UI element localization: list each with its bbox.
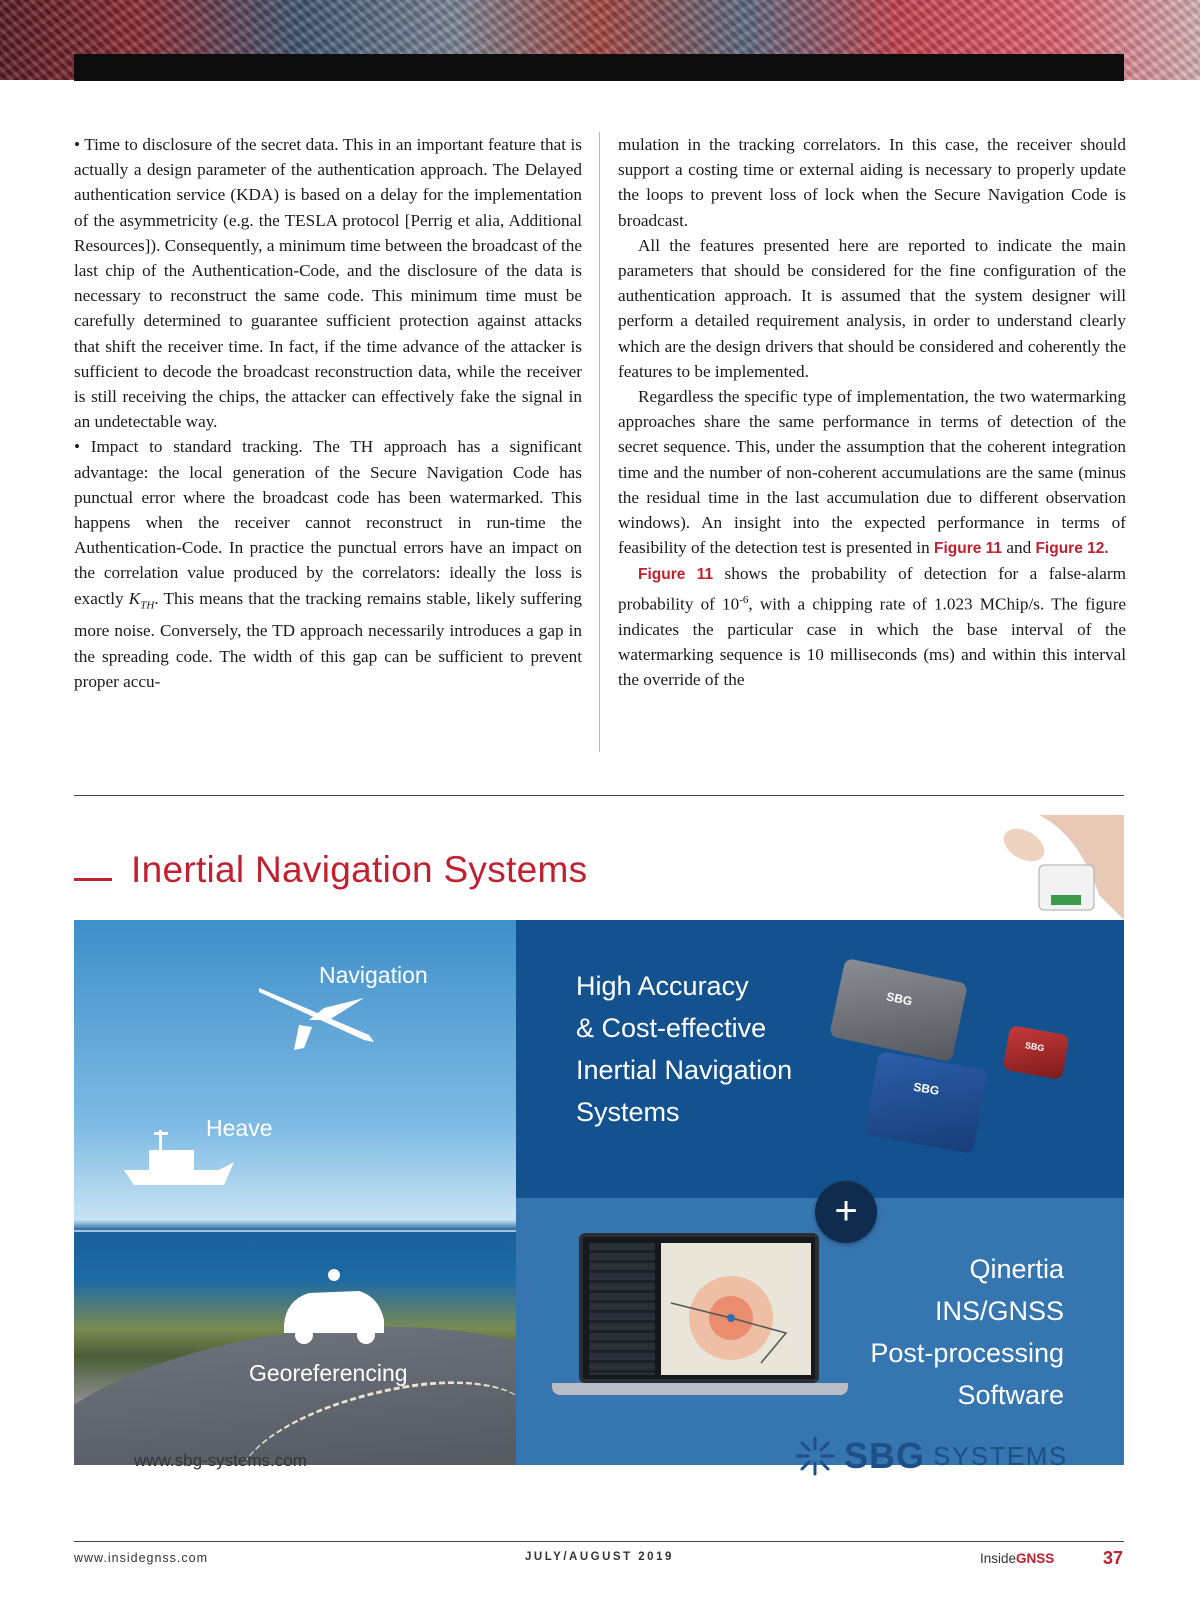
paragraph-figure-11: Figure 11 shows the probability of detection for a false-alarm probability of $10^{-6}$, with a chipping rate of 1.023 MChip/s. The figure indicates the particular case in which the base interval of the watermarking sequence is 10 milliseconds (ms) and within this interval the override of the [618,564,1126,689]
hand-holding-sensor-icon [979,815,1124,920]
ad-title: Inertial Navigation Systems [131,849,588,890]
label-navigation: Navigation [319,962,428,988]
math-k: K [128,588,141,608]
qinertia-headline: Qinertia INS/GNSS Post-processing Software [870,1254,1064,1410]
footer-url[interactable]: www.insidegnss.com [74,1551,209,1565]
map-view [661,1243,811,1375]
sbg-advertisement[interactable] [74,815,1124,1495]
sensor-red-device: SBG [1003,1025,1070,1080]
math-k-subscript: TH [140,599,155,612]
brand-suffix: SYSTEMS [933,1440,1068,1471]
sbg-logo[interactable] [794,1435,1068,1477]
paragraph-features: All the features presented here are reported to indicate the main parameters that should be considered for the fine configuration of the authentication approach. It is assumed that the system designer will perform a detailed requirement analysis, in order to understand clearly which are the design drivers that should be considered and coherently the features to be implemented. [618,235,1126,381]
sbg-starburst-icon [794,1435,836,1477]
sensor-blue-device: SBG [864,1051,987,1154]
footer-date: JULY/AUGUST 2019 [525,1551,674,1563]
airplane-icon [254,980,379,1055]
applications-photo [74,920,516,1465]
footer-rule [74,1541,1124,1542]
software-sidebar [589,1243,655,1375]
article-column-left [74,132,582,694]
paragraph-tracking: • Impact to standard tracking. The TH approach has a significant advantage: the local generation of the Secure Navigation Code has punctual error where the broadcast code has been watermarked. This happens when the receiver cannot reconstruct in run-time the Authentication-Code. In practice the punctual errors have an impact on the correlation value produced by the correlators: ideally the loss is exactly $K_{TH}$. This means that the tracking remains stable, likely suffering more noise. Conversely, the TD approach necessarily introduces a gap in the spreading code. The width of this gap can be sufficient to prevent proper accu- [74,437,582,691]
title-dash [74,878,112,881]
magazine-name: InsideGNSS [980,1551,1055,1566]
ins-product-panel [516,920,1124,1198]
horizon [74,1230,516,1232]
brand-name: SBG [844,1435,926,1476]
laptop-screen [579,1233,819,1383]
exponent: -6 [739,593,749,606]
figure-11-link[interactable]: Figure 11 [933,540,1003,558]
laptop-base [552,1383,848,1395]
ins-headline: High Accuracy & Cost-effective Inertial Navigation Systems [576,971,793,1127]
label-georeferencing: Georeferencing [249,1360,408,1386]
plus-icon: + [815,1181,877,1243]
paragraph-disclosure: • Time to disclosure of the secret data. This in an important feature that is actually a design parameter of the authentication approach. The Delayed authentication service (KDA) is based on a delay for the implementation of the asymmetricity (e.g. the TESLA protocol [Perrig et alia, Additional Resources]). Consequently, a minimum time between the broadcast of the last chip of the Authentication-Code, and the disclosure of the data is necessary to reconstruct the same code. This minimum time must be carefully determined to guarantee sufficient protection against attacks that shift the receiver time. In fact, if the time advance of the attacker is sufficient to decode the broadcast reconstruction data, while the receiver is still receiving the chips, the attacker can effectively fake the signal in an undetectable way. [74,135,582,432]
figure-11-ref[interactable]: Figure 11 [638,566,714,584]
car-icon [274,1265,389,1345]
sensor-gray-device: SBG [829,958,968,1062]
label-heave: Heave [206,1115,273,1141]
column-divider [599,132,600,752]
article-column-right [618,132,1126,692]
sbg-url[interactable]: www.sbg-systems.com [134,1451,307,1470]
section-rule [74,795,1124,796]
figure-12-link[interactable]: Figure 12. [1035,540,1109,558]
paragraph-performance: Regardless the specific type of implementation, the two watermarking approaches share the same performance in terms of detection of the secret sequence. This, under the assumption that the coherent integration time and the number of non-coherent accumulations are the same (minus the residual time in the last accumulation due to different observation windows). An insight into the expected performance in terms of feasibility of the detection test is presented in Figure 11 and Figure 12. [618,387,1126,558]
page-number: 37 [1103,1548,1124,1568]
header-bar [74,54,1124,81]
map-trajectory-icon [661,1243,811,1375]
paragraph-accumulation: mulation in the tracking correlators. In this case, the receiver should support a costing time or external aiding is necessary to properly update the loops to prevent loss of lock when the Secure Navigation Code is broadcast. [618,135,1126,230]
